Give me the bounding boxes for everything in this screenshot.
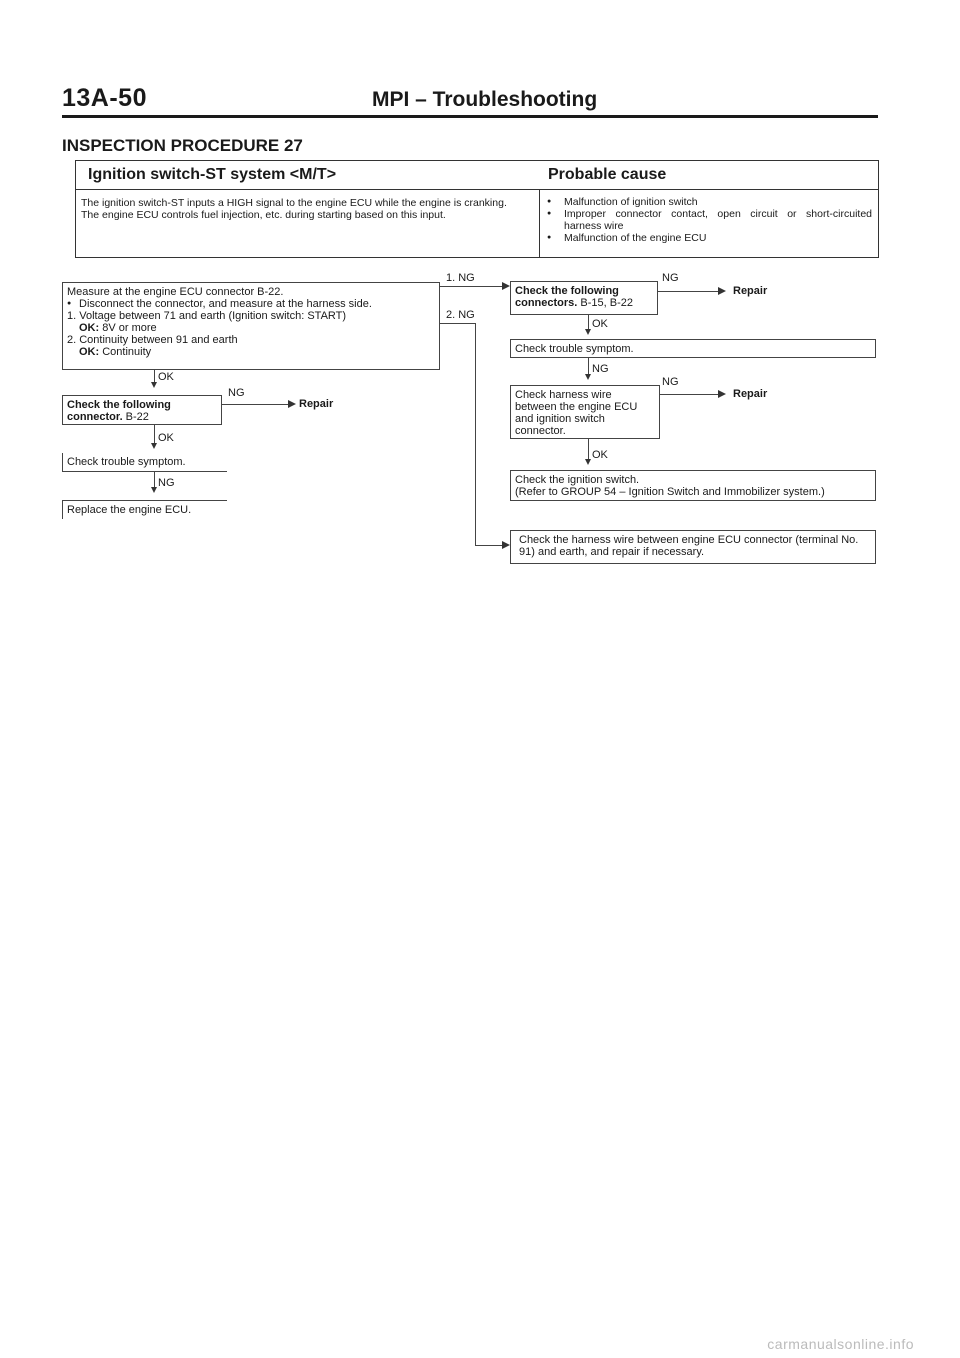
arrow-right-icon — [502, 282, 510, 290]
measure-ok-2 — [67, 346, 435, 358]
check-trouble-right-box — [510, 339, 876, 358]
ok-label: OK — [158, 371, 174, 383]
check-trouble-text: Check trouble symptom. — [67, 456, 186, 468]
table-divider — [539, 189, 540, 257]
arrow-down-icon — [585, 459, 591, 465]
arrow-right-icon — [718, 390, 726, 398]
repair-label: Repair — [733, 285, 768, 297]
check-ignition-line-2: (Refer to GROUP 54 – Ignition Switch and Immobilizer system.) — [515, 486, 825, 498]
arrow-down-icon — [585, 329, 591, 335]
description-line-2: The engine ECU controls fuel injection, etc. during starting based on this input. — [81, 209, 446, 221]
measure-line: Measure at the engine ECU connector B-22. — [67, 286, 284, 298]
ok-label: OK — [592, 318, 608, 330]
probable-cause-table — [75, 160, 879, 258]
arrow-down-icon — [151, 443, 157, 449]
measure-item-2: 2. Continuity between 91 and earth — [67, 334, 238, 346]
arrow-right-icon — [502, 541, 510, 549]
ng-label: NG — [592, 363, 609, 375]
ok-label: OK — [592, 449, 608, 461]
check-connector-title: Check the following connector. — [67, 399, 171, 423]
connector-line — [222, 404, 288, 405]
check-trouble-text: Check trouble symptom. — [515, 343, 634, 355]
ng-label: 1. NG — [446, 272, 475, 284]
section-title: MPI – Troubleshooting — [372, 88, 598, 111]
footer-watermark: carmanualsonline.info — [767, 1336, 914, 1352]
connector-line — [660, 394, 718, 395]
replace-ecu-text: Replace the engine ECU. — [67, 504, 192, 516]
list-item: ● Malfunction of the engine ECU — [546, 232, 872, 244]
list-item: ● Malfunction of ignition switch — [546, 196, 872, 208]
check-harness-text: Check harness wire between the engine ECU and ignition switch connector. — [515, 389, 638, 437]
connector-line — [658, 291, 718, 292]
list-item: ● Improper connector contact, open circuit or short-circuited harness wire — [546, 208, 872, 232]
connector-line — [154, 472, 155, 487]
check-connectors-ref: B-15, B-22 — [577, 297, 633, 309]
check-ignition-box — [510, 470, 876, 501]
probable-cause-list — [546, 196, 872, 244]
page-number: 13A-50 — [62, 84, 147, 112]
ng-label: 2. NG — [446, 309, 475, 321]
connector-line — [440, 323, 475, 324]
arrow-down-icon — [151, 487, 157, 493]
ok-value: 8V or more — [99, 322, 157, 334]
connector-line — [440, 286, 502, 287]
ng-label: NG — [228, 387, 245, 399]
ng-label: NG — [662, 272, 679, 284]
arrow-right-icon — [288, 400, 296, 408]
check-connectors-title: Check the following connectors. — [515, 285, 619, 309]
measure-list — [67, 298, 435, 310]
check-connectors-right-box — [510, 281, 658, 315]
check-harness-91-box — [510, 530, 876, 564]
check-trouble-left-box — [62, 453, 227, 472]
arrow-right-icon — [718, 287, 726, 295]
system-description — [81, 197, 533, 221]
header-rule — [62, 115, 878, 118]
ng-label: NG — [662, 376, 679, 388]
measure-ok-1 — [67, 322, 435, 334]
ng-label: NG — [158, 477, 175, 489]
ok-label: OK — [158, 432, 174, 444]
connector-line — [475, 323, 476, 545]
arrow-down-icon — [151, 382, 157, 388]
arrow-down-icon — [585, 374, 591, 380]
check-connector-ref: B-22 — [122, 411, 149, 423]
check-harness-box — [510, 385, 660, 439]
connector-line — [475, 545, 502, 546]
ok-value: Continuity — [99, 346, 152, 358]
ok-label: OK: — [79, 346, 100, 358]
measure-item-1: 1. Voltage between 71 and earth (Ignition switch: START) — [67, 310, 347, 322]
probable-cause-header: Probable cause — [548, 166, 667, 183]
connector-line — [588, 315, 589, 329]
replace-ecu-box — [62, 500, 227, 519]
list-item: ● Disconnect the connector, and measure at the harness side. — [67, 298, 435, 310]
repair-label: Repair — [733, 388, 768, 400]
repair-label: Repair — [299, 398, 334, 410]
system-title: Ignition switch-ST system <M/T> — [88, 166, 337, 183]
connector-line — [588, 439, 589, 459]
measure-step-box — [62, 282, 440, 370]
procedure-title: INSPECTION PROCEDURE 27 — [62, 136, 303, 155]
check-ignition-line-1: Check the ignition switch. — [515, 474, 640, 486]
ok-label: OK: — [79, 322, 100, 334]
connector-line — [154, 370, 155, 382]
connector-line — [588, 358, 589, 374]
check-connector-left-box — [62, 395, 222, 425]
description-line-1: The ignition switch-ST inputs a HIGH signal to the engine ECU while the engine is cranking. — [81, 197, 507, 209]
check-harness-91-text: Check the harness wire between engine ECU connector (terminal No. 91) and earth, and repair if necessary. — [519, 534, 859, 558]
connector-line — [154, 425, 155, 443]
